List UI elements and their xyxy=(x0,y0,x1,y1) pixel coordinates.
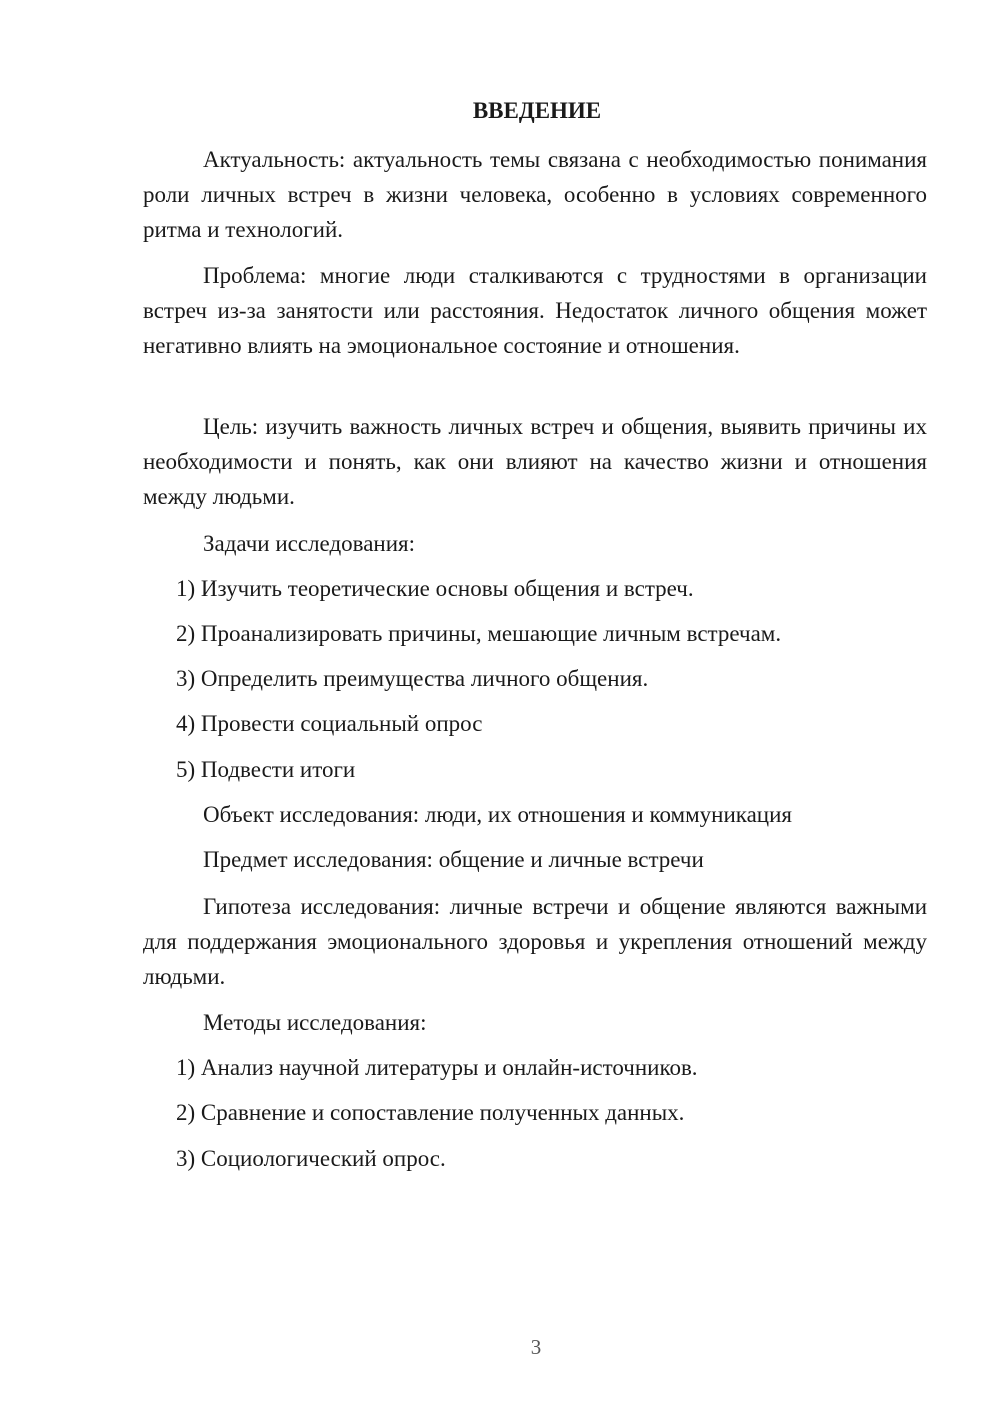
paragraph-hypothesis: Гипотеза исследования: личные встречи и общение являются важными для поддержания эмоционального здоровья и укрепления отношений между людьми. xyxy=(143,894,927,989)
task-item-5: 5) Подвести итоги xyxy=(176,757,356,782)
paragraph-object: Объект исследования: люди, их отношения и коммуникация xyxy=(203,802,792,827)
task-item-1: 1) Изучить теоретические основы общения и встреч. xyxy=(176,576,694,601)
methods-title: Методы исследования: xyxy=(203,1010,427,1035)
task-item-3: 3) Определить преимущества личного общения. xyxy=(176,666,649,691)
page-number: 3 xyxy=(530,1335,542,1359)
paragraph-goal: Цель: изучить важность личных встреч и общения, выявить причины их необходимости и понять, как они влияют на качество жизни и отношения между людьми. xyxy=(143,414,927,509)
paragraph-relevance: Актуальность: актуальность темы связана с необходимостью понимания роли личных встреч в жизни человека, особенно в условиях современного ритма и технологий. xyxy=(143,147,927,242)
method-item-2: 2) Сравнение и сопоставление полученных данных. xyxy=(176,1100,685,1125)
method-item-1: 1) Анализ научной литературы и онлайн-источников. xyxy=(176,1055,698,1080)
method-item-3: 3) Социологический опрос. xyxy=(176,1146,446,1171)
paragraph-subject: Предмет исследования: общение и личные встречи xyxy=(203,847,704,872)
task-item-4: 4) Провести социальный опрос xyxy=(176,711,483,736)
tasks-title: Задачи исследования: xyxy=(203,531,416,556)
paragraph-problem: Проблема: многие люди сталкиваются с трудностями в организации встреч из-за занятости или расстояния. Недостаток личного общения может негативно влиять на эмоциональное состояние и отношения. xyxy=(143,263,927,358)
task-item-2: 2) Проанализировать причины, мешающие личным встречам. xyxy=(176,621,782,646)
section-heading: ВВЕДЕНИЕ xyxy=(472,98,602,123)
